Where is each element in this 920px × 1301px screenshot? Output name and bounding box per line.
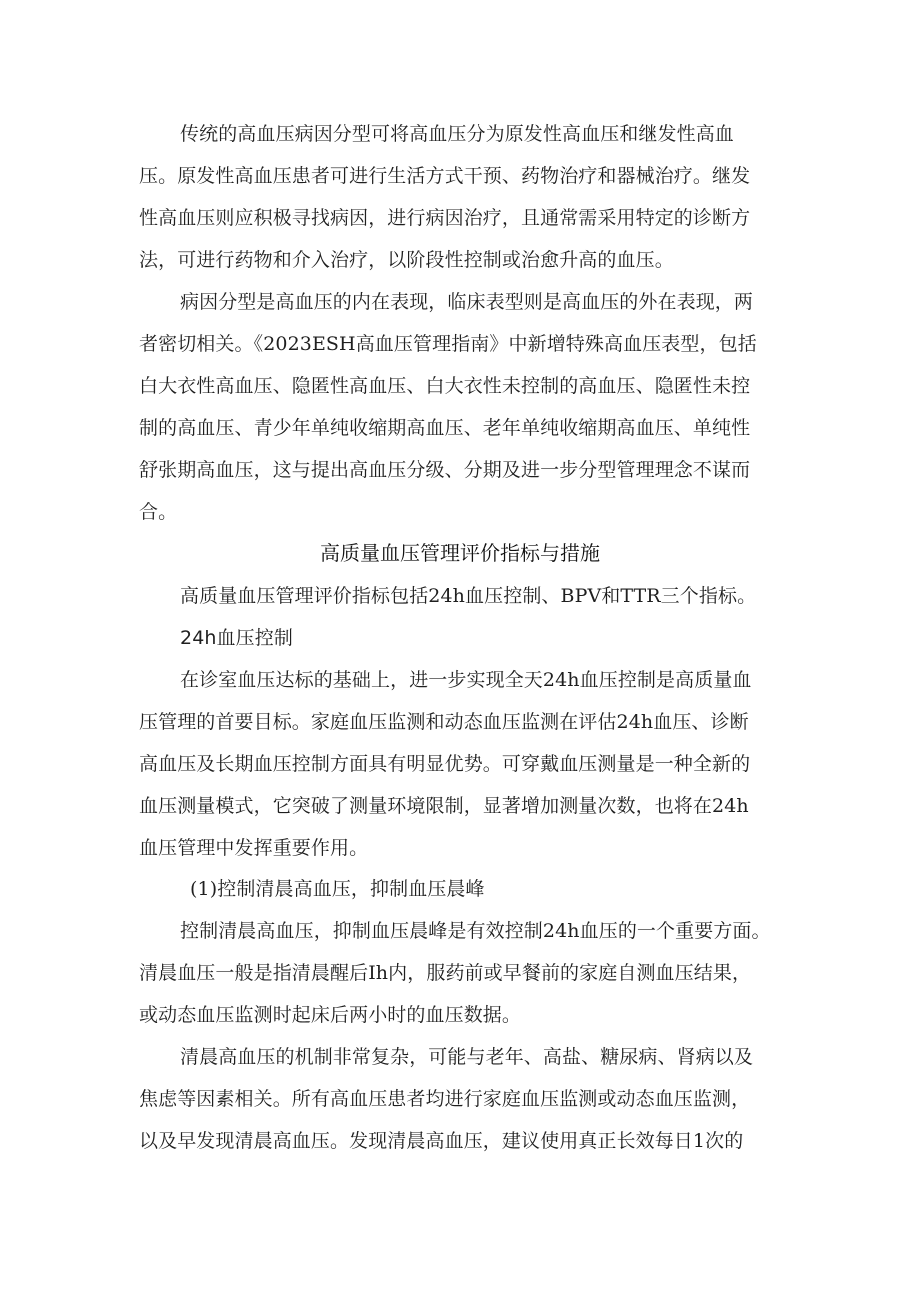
paragraph-morning-1-line-3: 或动态血压监测时起床后两小时的血压数据。 [139,1004,522,1026]
paragraph-24h-line-1: 在诊室血压达标的基础上，进一步实现全天24h血压控制是高质量血 [180,669,752,691]
paragraph-morning-2-line-2: 焦虑等因素相关。所有高血压患者均进行家庭血压监测或动态血压监测， [139,1088,751,1110]
paragraph-morning-1-line-2: 清晨血压一般是指清晨醒后Ih内，服药前或早餐前的家庭自测血压结果， [139,962,752,984]
paragraph-2-line-1: 病因分型是高血压的内在表现，临床表型则是高血压的外在表现，两 [180,291,754,313]
subheading-24h: 24h血压控制 [180,627,293,649]
paragraph-24h-line-5: 血压管理中发挥重要作用。 [139,837,369,859]
paragraph-2-line-4: 制的高血压、青少年单纯收缩期高血压、老年单纯收缩期高血压、单纯性 [139,417,751,439]
paragraph-morning-2-line-1: 清晨高血压的机制非常复杂，可能与老年、高盐、糖尿病、肾病以及 [180,1046,754,1068]
paragraph-1-line-3: 性高血压则应积极寻找病因，进行病因治疗，且通常需采用特定的诊断方 [139,207,751,229]
paragraph-1-line-2: 压。原发性高血压患者可进行生活方式干预、药物治疗和器械治疗。继发 [139,165,751,187]
section-intro: 高质量血压管理评价指标包括24h血压控制、BPV和TTR三个指标。 [180,585,757,607]
paragraph-2-line-3: 白大衣性高血压、隐匿性高血压、白大衣性未控制的高血压、隐匿性未控 [139,375,751,397]
paragraph-1-line-4: 法，可进行药物和介入治疗，以阶段性控制或治愈升高的血压。 [139,249,674,271]
paragraph-24h-line-2: 压管理的首要目标。家庭血压监测和动态血压监测在评估24h血压、诊断 [139,711,749,733]
paragraph-morning-1-line-1: 控制清晨高血压，抑制血压晨峰是有效控制24h血压的一个重要方面。 [180,920,771,942]
paragraph-2-line-2: 者密切相关。《2023ESH高血压管理指南》中新增特殊高血压表型，包括 [139,333,757,355]
paragraph-2-line-5: 舒张期高血压，这与提出高血压分级、分期及进一步分型管理理念不谋而 [139,459,751,481]
paragraph-24h-line-4: 血压测量模式，它突破了测量环境限制，显著增加测量次数，也将在24h [139,795,749,817]
paragraph-24h-line-3: 高血压及长期血压控制方面具有明显优势。可穿戴血压测量是一种全新的 [139,753,751,775]
paragraph-1-line-1: 传统的高血压病因分型可将高血压分为原发性高血压和继发性高血 [180,123,734,145]
section-heading: 高质量血压管理评价指标与措施 [320,541,600,565]
paragraph-2-line-6: 合。 [139,501,178,523]
paragraph-morning-2-line-3: 以及早发现清晨高血压。发现清晨高血压，建议使用真正长效每日1次的 [139,1130,744,1152]
item-1-heading: (1)控制清晨高血压，抑制血压晨峰 [190,878,485,900]
